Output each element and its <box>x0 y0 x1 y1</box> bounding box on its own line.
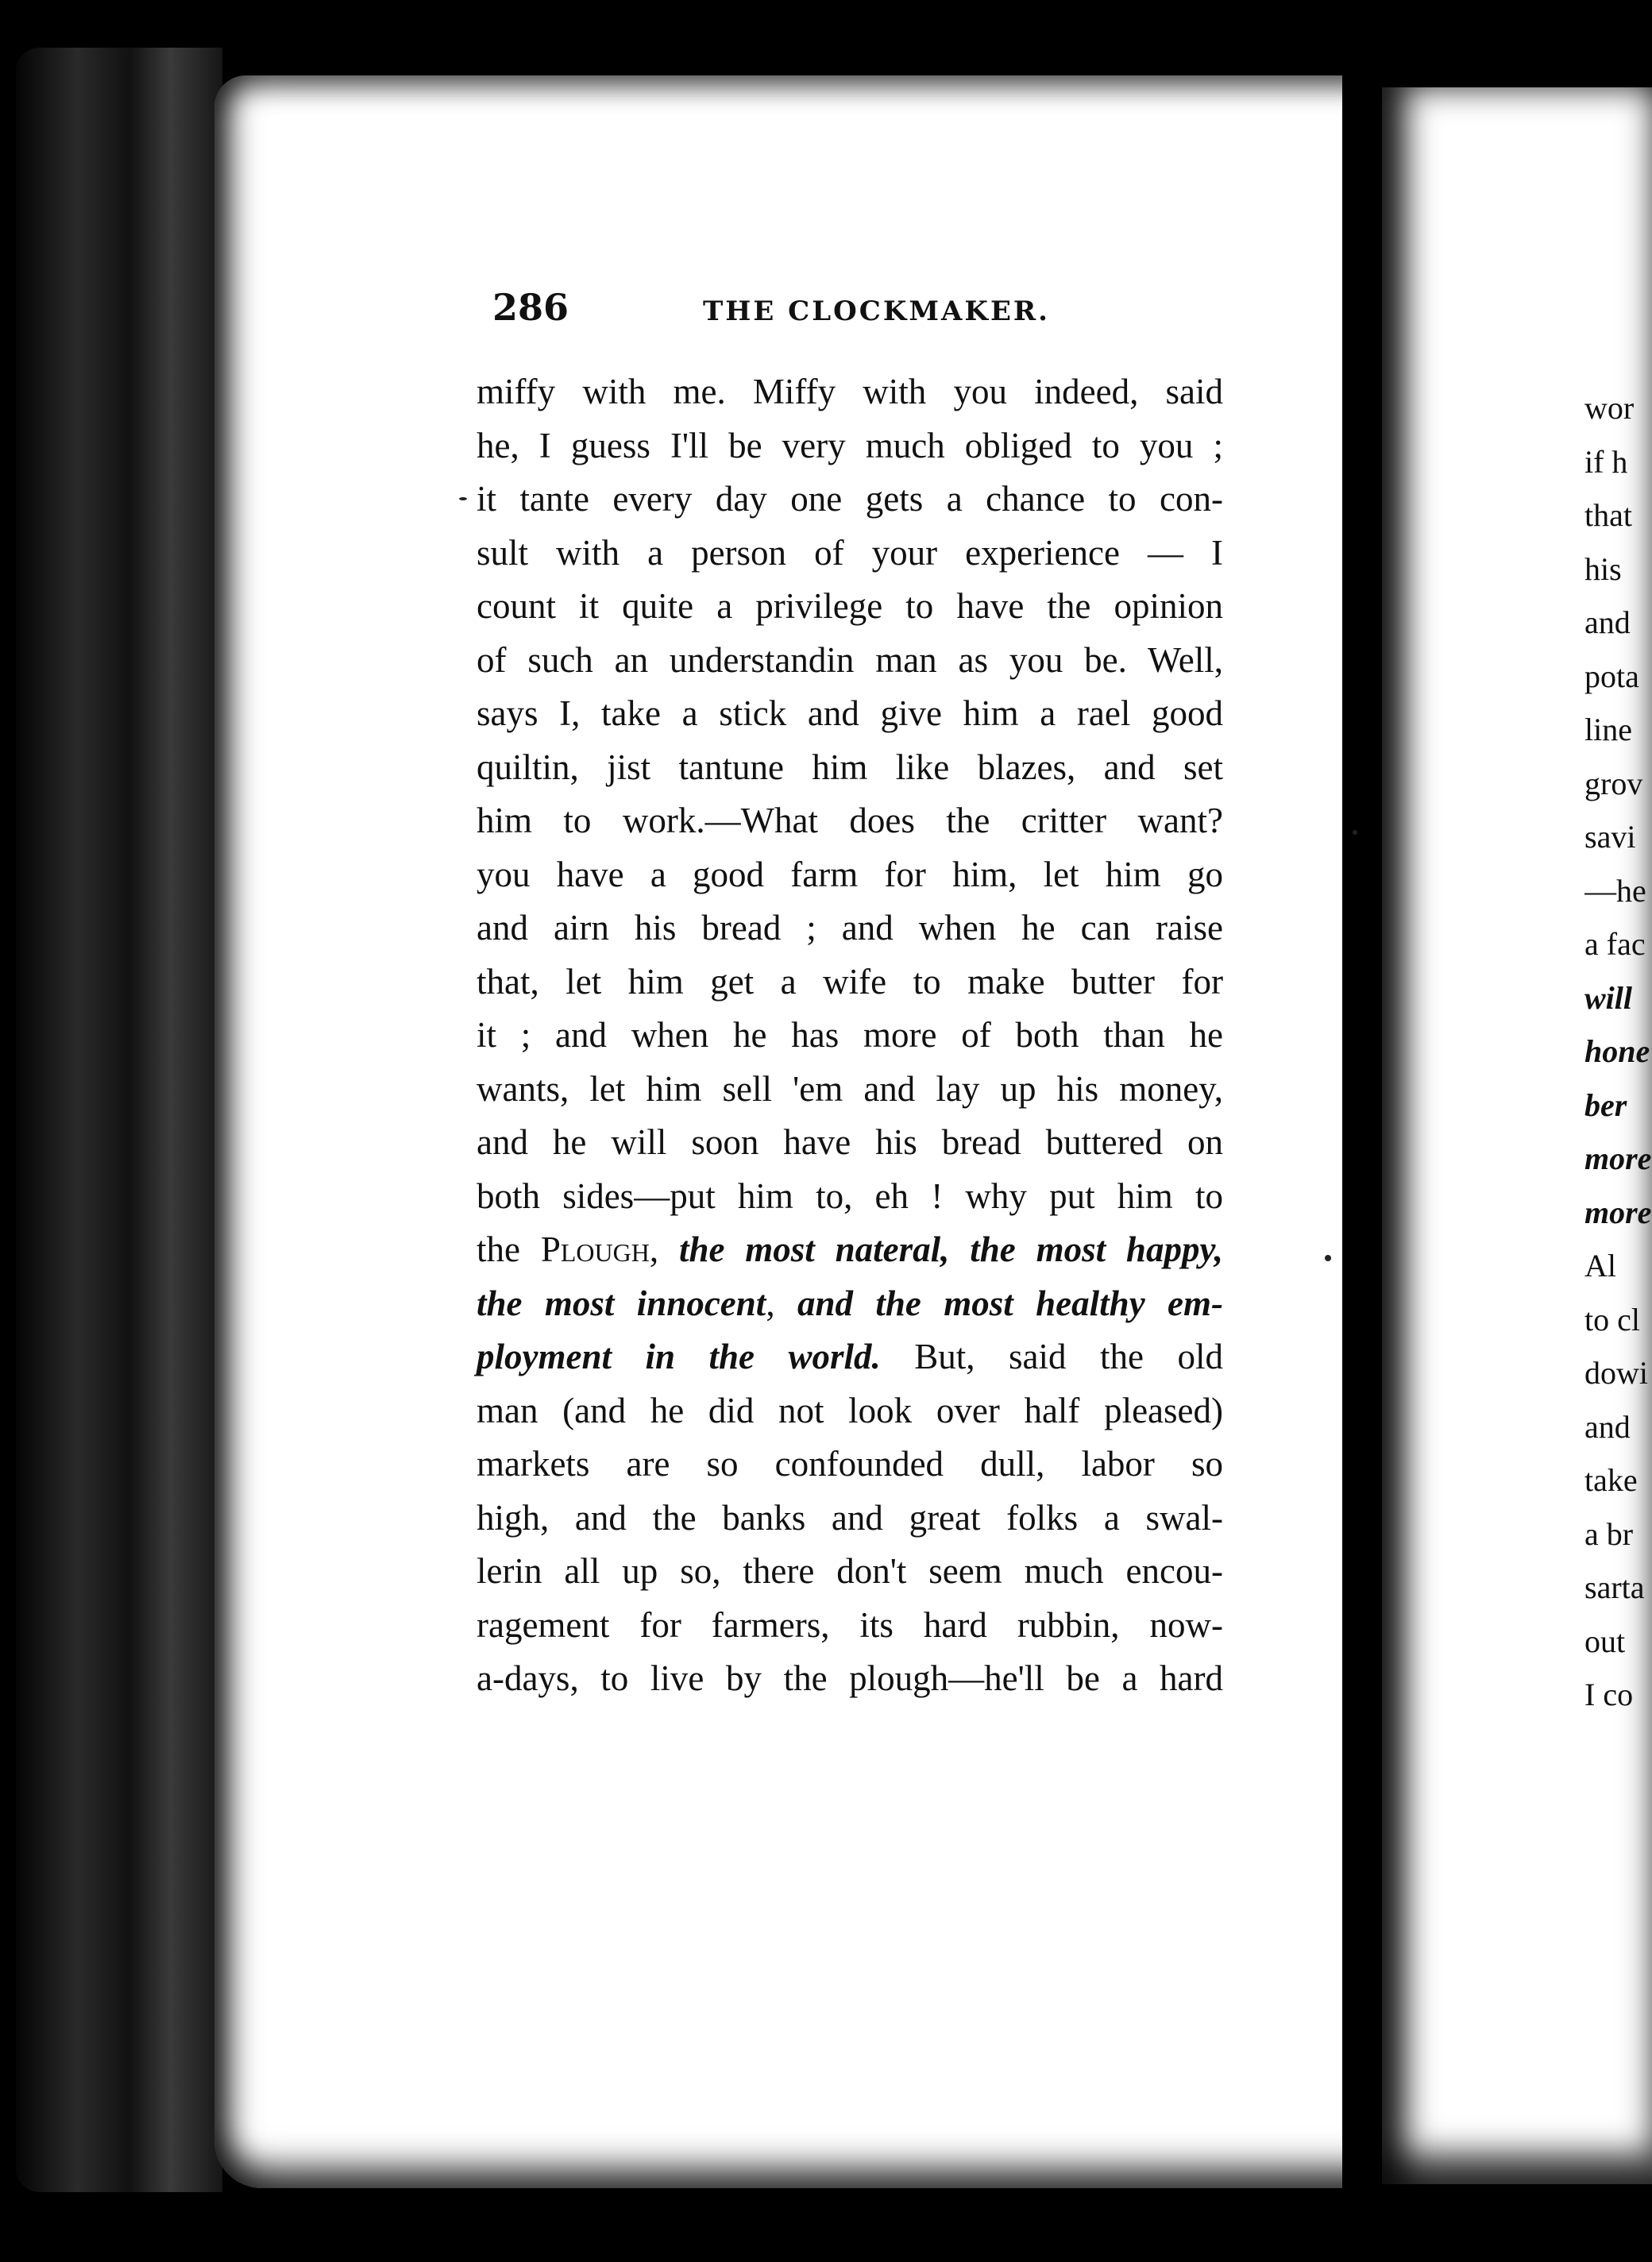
right-page-fragment: ber <box>1584 1087 1627 1123</box>
italic-run: and the most healthy em- <box>797 1283 1224 1323</box>
page-number: 286 <box>492 286 569 329</box>
text-line: count it quite a privilege to have the opinion <box>477 586 1223 626</box>
right-page-fragment: dowi <box>1584 1355 1648 1391</box>
right-page-fragment: hone <box>1584 1033 1650 1069</box>
right-page-fragment: I co <box>1584 1677 1634 1712</box>
right-page-fragment: his <box>1584 550 1622 587</box>
text-line <box>477 1277 1223 1331</box>
right-page-fragment: take <box>1584 1462 1638 1498</box>
running-head: THE CLOCKMAKER. <box>703 295 1050 327</box>
scan-speck <box>1353 830 1357 835</box>
book-page-edges <box>16 48 222 2192</box>
text-run: But, said the old <box>880 1337 1223 1376</box>
right-page-fragment: wor <box>1584 390 1635 426</box>
text-line: quiltin, jist tantune him like blazes, and set <box>477 747 1223 787</box>
page-header <box>492 286 1287 342</box>
text-line: it ; and when he has more of both than he <box>477 1015 1223 1055</box>
body-text <box>477 365 1223 1706</box>
right-page-fragment: savi <box>1584 819 1636 855</box>
text-line: and airn his bread ; and when he can raise <box>477 908 1223 948</box>
text-line: that, let him get a wife to make butter for <box>477 961 1223 1002</box>
text-line <box>477 1223 1223 1277</box>
italic-run: ployment in the world. <box>477 1337 881 1376</box>
text-run: , <box>649 1229 679 1269</box>
right-page-fragment: a fac <box>1584 926 1646 962</box>
text-line <box>477 1330 1223 1384</box>
right-page-fragment: more <box>1584 1194 1652 1230</box>
right-page-fragment: more <box>1584 1141 1652 1176</box>
text-line: wants, let him sell 'em and lay up his money, <box>477 1068 1223 1109</box>
right-page-fragment: pota <box>1584 658 1639 694</box>
right-page-fragment: if h <box>1584 443 1628 480</box>
right-page-text-fragments <box>1584 381 1652 1722</box>
right-page-fragment: sarta <box>1584 1569 1645 1605</box>
right-page-fragment: grov <box>1584 765 1643 801</box>
right-page-fragment: to cl <box>1584 1301 1640 1338</box>
text-line: it tante every day one gets a chance to con- <box>477 479 1223 519</box>
text-line: you have a good farm for him, let him go <box>477 854 1223 894</box>
italic-run: the most innocent <box>477 1283 766 1323</box>
text-line: and he will soon have his bread buttered on <box>477 1122 1223 1162</box>
text-line: ragement for farmers, its hard rubbin, now- <box>477 1604 1223 1645</box>
text-line: markets are so confounded dull, labor so <box>477 1444 1223 1484</box>
right-page-fragment: Al <box>1584 1248 1616 1283</box>
italic-run: the most nateral, the most happy, <box>678 1229 1224 1269</box>
right-page-fragment: a br <box>1584 1515 1634 1552</box>
text-line: lerin all up so, there don't seem much encou- <box>477 1551 1223 1591</box>
right-page-fragment: and <box>1584 1408 1631 1445</box>
text-line: man (and he did not look over half pleased) <box>477 1390 1223 1430</box>
text-line: miffy with me. Miffy with you indeed, said <box>477 372 1223 411</box>
right-page-fragment: that <box>1584 497 1632 533</box>
text-line: high, and the banks and great folks a swal- <box>477 1497 1223 1538</box>
text-line: says I, take a stick and give him a rael good <box>477 693 1223 733</box>
text-line: him to work.—What does the critter want? <box>477 801 1223 840</box>
text-line: he, I guess I'll be very much obliged to you ; <box>477 425 1223 465</box>
right-page-fragment: will <box>1584 979 1633 1016</box>
text-line: a-days, to live by the plough—he'll be a hard <box>477 1658 1223 1698</box>
text-run: the <box>477 1229 541 1269</box>
right-page-fragment: line <box>1584 712 1632 747</box>
small-caps-run: Plough <box>540 1229 650 1269</box>
right-page-fragment: and <box>1584 604 1631 640</box>
scan-speck <box>1325 1255 1331 1261</box>
right-page-fragment: out <box>1584 1623 1626 1659</box>
text-line: of such an understandin man as you be. Well, <box>477 639 1223 680</box>
text-line: sult with a person of your experience — I <box>477 532 1223 573</box>
right-page-fragment: —he <box>1584 872 1646 909</box>
text-run: , <box>766 1283 797 1323</box>
text-line: both sides—put him to, eh ! why put him to <box>477 1175 1223 1216</box>
scan-speck <box>459 497 467 500</box>
